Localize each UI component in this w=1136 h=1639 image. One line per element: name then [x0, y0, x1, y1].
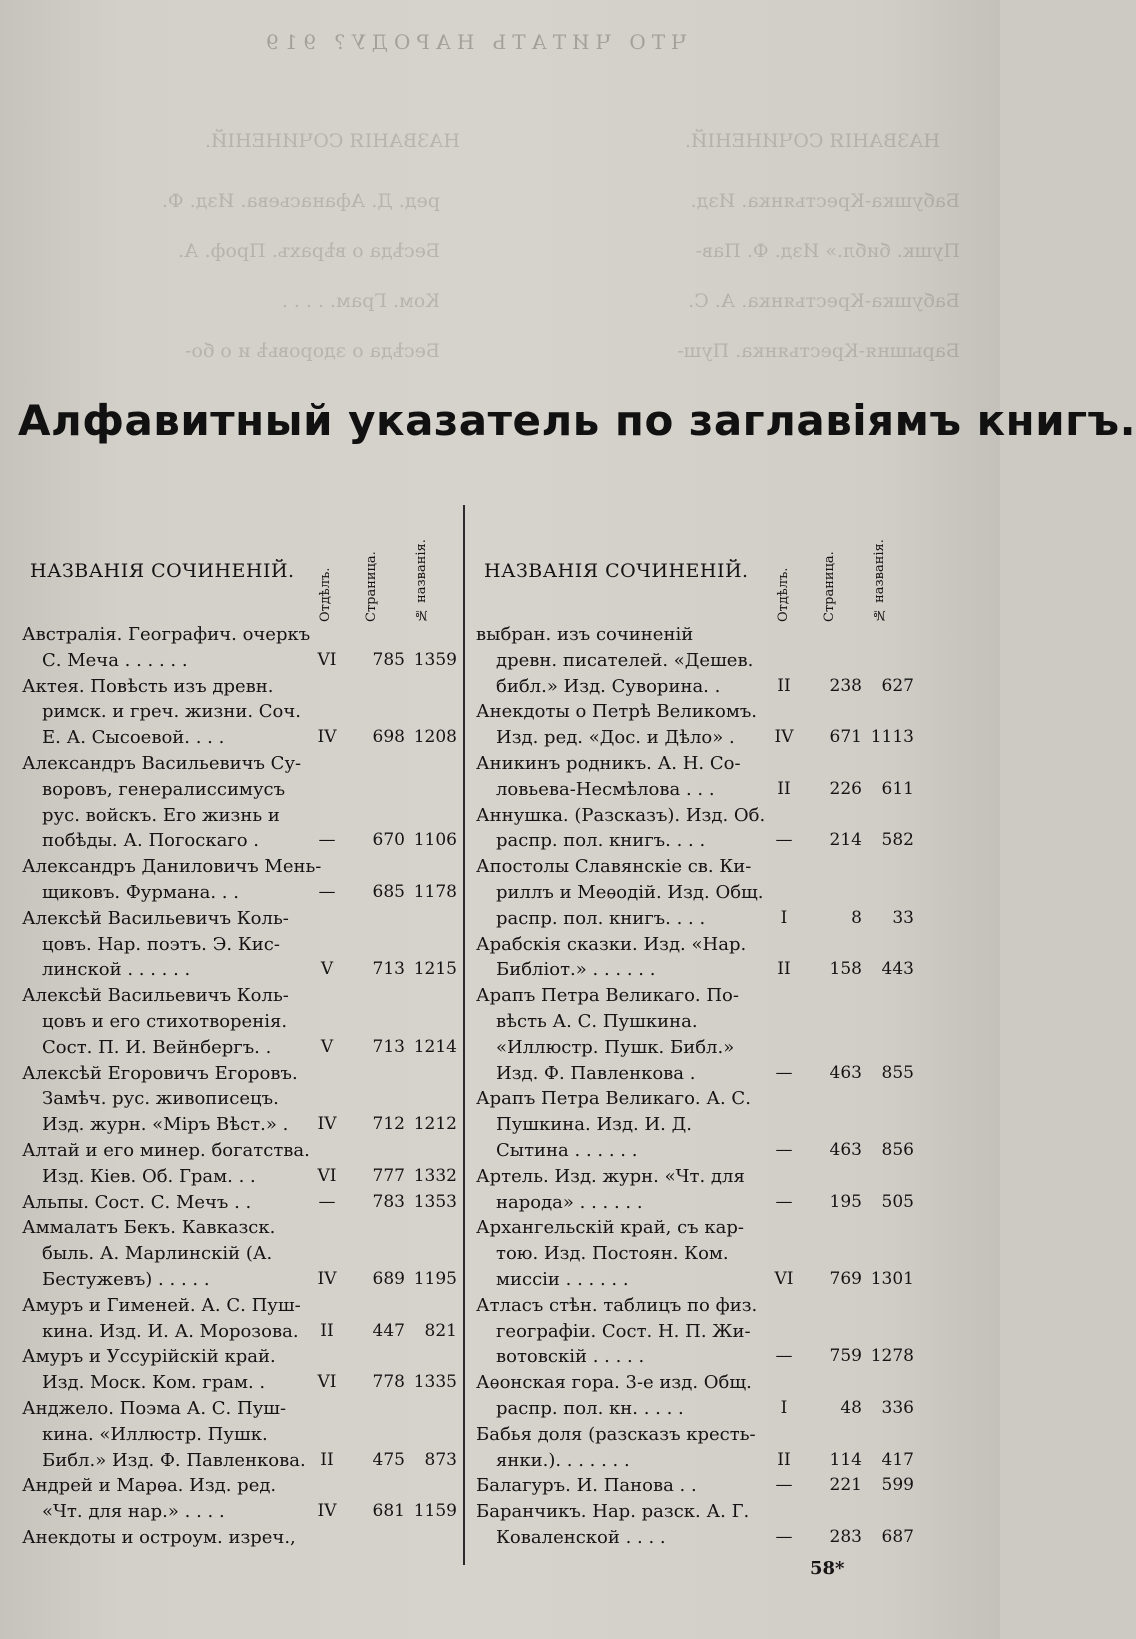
entry-title-line: Бабья доля (разсказъ кресть- — [476, 1423, 756, 1445]
entry-page: 713 — [372, 1036, 405, 1057]
entry-page: 685 — [372, 881, 405, 902]
entry-title-line: тою. Изд. Постоян. Ком. — [496, 1243, 729, 1265]
index-entry — [476, 751, 914, 803]
entry-reference — [764, 725, 914, 751]
entry-page: 226 — [829, 778, 862, 799]
entry-page: 238 — [829, 675, 862, 696]
entry-reference — [764, 1473, 914, 1499]
index-entry — [476, 803, 914, 855]
entry-number: 627 — [881, 675, 914, 696]
entry-page: 689 — [372, 1268, 405, 1289]
entry-reference — [307, 1448, 457, 1474]
header-stranitsa: Страница. — [364, 551, 379, 622]
index-entry — [476, 1473, 914, 1499]
entry-title-line: Анекдоты и остроум. изреч., — [22, 1526, 296, 1548]
entry-title-line: Арабскія сказки. Изд. «Нар. — [476, 933, 747, 955]
entry-otdel: — — [775, 1139, 793, 1160]
entry-title-line: Сытина . . . . . . — [496, 1139, 638, 1161]
entry-title-line: Балагуръ. И. Панова . . — [476, 1475, 697, 1497]
entry-number: 1106 — [413, 830, 457, 851]
entry-number: 611 — [881, 778, 914, 799]
entry-page: 670 — [372, 830, 405, 851]
entry-page: 671 — [829, 727, 862, 748]
entry-title-line: Алексѣй Егоровичъ Егоровъ. — [22, 1062, 298, 1084]
index-entry — [476, 854, 914, 931]
index-entry — [22, 1525, 457, 1551]
entry-otdel: II — [320, 1320, 334, 1341]
entry-number: 1208 — [413, 727, 457, 748]
index-entry — [476, 983, 914, 1086]
entry-title-line: Апостолы Славянскіе св. Ки- — [476, 856, 752, 878]
entry-title-line: Арапъ Петра Великаго. А. С. — [476, 1088, 751, 1110]
entry-title-line: «Чт. для нар.» . . . . — [42, 1501, 225, 1523]
entry-page: 778 — [372, 1372, 405, 1393]
entry-title-line: Алексѣй Васильевичъ Коль- — [22, 985, 289, 1007]
header-names: НАЗВАНІЯ СОЧИНЕНІЙ. — [484, 560, 749, 582]
entry-title-line: Анекдоты о Петрѣ Великомъ. — [476, 701, 757, 723]
right-entries-list — [476, 622, 914, 1551]
entry-number: 1332 — [413, 1165, 457, 1186]
entry-number: 1178 — [413, 881, 457, 902]
entry-title-line: Альпы. Сост. С. Мечъ . . — [22, 1191, 252, 1213]
entry-page: 114 — [829, 1449, 862, 1470]
entry-reference — [764, 906, 914, 932]
right-column — [476, 540, 914, 1551]
entry-title-line: Баранчикъ. Нар. разск. А. Г. — [476, 1501, 750, 1523]
entry-page: 8 — [851, 907, 862, 928]
index-entry — [22, 983, 457, 1060]
index-entry — [476, 1293, 914, 1370]
entry-title-line: Аѳонская гора. 3-е изд. Общ. — [476, 1372, 752, 1394]
index-entry — [476, 1086, 914, 1163]
entry-reference — [764, 1344, 914, 1370]
entry-otdel: VI — [317, 1165, 337, 1186]
entry-number: 33 — [892, 907, 914, 928]
index-entry — [476, 1370, 914, 1422]
entry-page: 221 — [829, 1475, 862, 1496]
entry-title-line: Изд. Ф. Павленкова . — [496, 1062, 696, 1084]
entry-title-line: риллъ и Меѳодій. Изд. Общ. — [496, 881, 764, 903]
index-entry — [476, 932, 914, 984]
entry-title-line: С. Меча . . . . . . — [42, 649, 188, 671]
entry-title-line: распр. пол. кн. . . . . — [496, 1397, 684, 1419]
entry-otdel: II — [320, 1449, 334, 1470]
entry-otdel: — — [775, 1346, 793, 1367]
entry-number: 855 — [881, 1062, 914, 1083]
entry-reference — [307, 1319, 457, 1345]
index-entry — [476, 1215, 914, 1292]
entry-page: 777 — [372, 1165, 405, 1186]
header-nomer: № названія. — [872, 539, 887, 622]
entry-title-line: народа» . . . . . . — [496, 1191, 643, 1213]
entry-reference — [764, 957, 914, 983]
entry-title-line: Изд. Моск. Ком. грам. . — [42, 1372, 266, 1394]
entry-title-line: Сост. П. И. Вейнбергъ. . — [42, 1036, 272, 1058]
index-entry — [476, 1422, 914, 1474]
entry-reference — [764, 674, 914, 700]
entry-title-line: Пушкина. Изд. И. Д. — [496, 1114, 692, 1136]
entry-otdel: II — [777, 778, 791, 799]
entry-otdel: V — [320, 1036, 334, 1057]
entry-otdel: — — [318, 1191, 336, 1212]
entry-title-line: Бестужевъ) . . . . . — [42, 1268, 210, 1290]
entry-title-line: древн. писателей. «Дешев. — [496, 649, 754, 671]
entry-title-line: ловьева-Несмѣлова . . . — [496, 778, 715, 800]
entry-title-line: цовъ и его стихотворенія. — [42, 1010, 288, 1032]
entry-page: 712 — [372, 1114, 405, 1135]
entry-title-line: кина. «Иллюстр. Пушк. — [42, 1423, 268, 1445]
entry-title-line: рус. войскъ. Его жизнь и — [42, 804, 280, 826]
entry-reference — [764, 1061, 914, 1087]
entry-otdel: I — [780, 1397, 788, 1418]
index-entry — [22, 1190, 457, 1216]
column-divider — [463, 505, 465, 1565]
entry-number: 1195 — [413, 1268, 457, 1289]
entry-number: 599 — [881, 1475, 914, 1496]
entry-number: 1214 — [413, 1036, 457, 1057]
entry-otdel: IV — [317, 1114, 337, 1135]
entry-number: 856 — [881, 1139, 914, 1160]
entry-title-line: щиковъ. Фурмана. . . — [42, 881, 239, 903]
entry-title-line: Арапъ Петра Великаго. По- — [476, 985, 739, 1007]
entry-title-line: Изд. ред. «Дос. и Дѣло» . — [496, 727, 735, 749]
entry-title-line: Атласъ стѣн. таблицъ по физ. — [476, 1294, 758, 1316]
entry-otdel: — — [775, 1062, 793, 1083]
entry-reference — [764, 1138, 914, 1164]
entry-reference — [764, 1267, 914, 1293]
entry-otdel: VI — [317, 649, 337, 670]
entry-reference — [307, 828, 457, 854]
entry-otdel: IV — [317, 727, 337, 748]
entry-title-line: «Иллюстр. Пушк. Библ.» — [496, 1036, 735, 1058]
entry-number: 1212 — [413, 1114, 457, 1135]
entry-page: 195 — [829, 1191, 862, 1212]
bleed-through-text: НАЗВАНІЯ СОЧИНЕНІЙ. НАЗВАНІЯ СОЧИНЕНІЙ. Бабушка-Крестьянка. Изд. ред. Д. Афанасьева. Изд. Ф. Пушк. библ.» Изд. Ф. Пав- Бесѣда о вѣрахъ. Проф. А. Бабушка-Крестьянка. А. С. Ком. Грам. . . . . Барышня-Крестьянка. Пуш- Бесѣда о здоровьѣ и о бо- — [161, 130, 960, 362]
entry-title-line: воровъ, генералиссимусъ — [42, 778, 286, 800]
entry-page: 785 — [372, 649, 405, 670]
index-entry — [22, 854, 457, 906]
entry-title-line: Артель. Изд. журн. «Чт. для — [476, 1165, 745, 1187]
entry-otdel: — — [775, 1526, 793, 1547]
column-header — [22, 540, 457, 622]
entry-number: 821 — [424, 1320, 457, 1341]
left-entries-list — [22, 622, 457, 1551]
entry-page: 475 — [372, 1449, 405, 1470]
entry-reference — [307, 1370, 457, 1396]
entry-reference — [307, 725, 457, 751]
entry-page: 283 — [829, 1526, 862, 1547]
entry-reference — [307, 1499, 457, 1525]
entry-otdel: II — [777, 675, 791, 696]
entry-title-line: Библіот.» . . . . . . — [496, 959, 656, 981]
entry-otdel: IV — [317, 1268, 337, 1289]
index-entry — [476, 622, 914, 699]
entry-title-line: географіи. Сост. Н. П. Жи- — [496, 1320, 751, 1342]
entry-number: 1215 — [413, 959, 457, 980]
entry-number: 443 — [881, 959, 914, 980]
entry-page: 447 — [372, 1320, 405, 1341]
entry-title-line: миссіи . . . . . . — [496, 1268, 629, 1290]
index-entry — [476, 699, 914, 751]
entry-page: 698 — [372, 727, 405, 748]
index-entry — [476, 1164, 914, 1216]
index-entry — [22, 1344, 457, 1396]
entry-title-line: Александръ Васильевичъ Су- — [22, 752, 302, 774]
entry-otdel: VI — [317, 1372, 337, 1393]
entry-number: 1301 — [870, 1268, 914, 1289]
entry-title-line: Андрей и Марѳа. Изд. ред. — [22, 1475, 277, 1497]
entry-otdel: — — [318, 881, 336, 902]
entry-page: 759 — [829, 1346, 862, 1367]
index-entry — [22, 1396, 457, 1473]
entry-reference — [307, 1112, 457, 1138]
entry-page: 463 — [829, 1062, 862, 1083]
entry-title-line: Коваленской . . . . — [496, 1526, 666, 1548]
entry-number: 505 — [881, 1191, 914, 1212]
entry-title-line: выбран. изъ сочиненій — [476, 624, 694, 645]
entry-reference — [764, 777, 914, 803]
entry-title-line: быль. А. Марлинскій (А. — [42, 1243, 273, 1265]
entry-title-line: Аммалатъ Бекъ. Кавказск. — [22, 1217, 276, 1239]
index-entry — [22, 1138, 457, 1190]
entry-number: 1353 — [413, 1191, 457, 1212]
page-number: 58* — [810, 1558, 845, 1579]
left-column — [22, 540, 457, 1551]
entry-title-line: Актея. Повѣсть изъ древн. — [22, 675, 274, 697]
entry-title-line: кина. Изд. И. А. Морозова. — [42, 1320, 299, 1342]
entry-page: 48 — [840, 1397, 862, 1418]
entry-otdel: — — [318, 830, 336, 851]
entry-number: 582 — [881, 830, 914, 851]
entry-page: 463 — [829, 1139, 862, 1160]
entry-title-line: Александръ Даниловичъ Мень- — [22, 856, 322, 878]
entry-title-line: линской . . . . . . — [42, 959, 191, 981]
entry-reference — [307, 1035, 457, 1061]
index-entry — [22, 674, 457, 751]
entry-reference — [307, 1164, 457, 1190]
entry-title-line: Амуръ и Гименей. А. С. Пуш- — [22, 1294, 301, 1316]
entry-reference — [307, 957, 457, 983]
entry-number: 1335 — [413, 1372, 457, 1393]
entry-reference — [764, 1396, 914, 1422]
header-names: НАЗВАНІЯ СОЧИНЕНІЙ. — [30, 560, 295, 582]
entry-reference — [764, 828, 914, 854]
entry-number: 1159 — [413, 1501, 457, 1522]
entry-title-line: Изд. журн. «Міръ Вѣст.» . — [42, 1114, 289, 1136]
entry-page: 214 — [829, 830, 862, 851]
running-head-bleed: ЧТО ЧИТАТЬ НАРОДУ? 919 — [260, 30, 687, 54]
index-entry — [22, 1061, 457, 1138]
header-stranitsa: Страница. — [822, 551, 837, 622]
entry-title-line: Аннушка. (Разсказъ). Изд. Об. — [476, 804, 766, 826]
entry-otdel: V — [320, 959, 334, 980]
entry-title-line: Замѣч. рус. живописецъ. — [42, 1088, 279, 1110]
entry-title-line: Анджело. Поэма А. С. Пуш- — [22, 1397, 287, 1419]
entry-reference — [307, 880, 457, 906]
index-entry — [22, 622, 457, 674]
page-title: Алфавитный указатель по заглавіямъ книгъ. — [18, 396, 1136, 445]
entry-otdel: — — [775, 1191, 793, 1212]
entry-title-line: Изд. Кіев. Об. Грам. . . — [42, 1165, 256, 1187]
entry-reference — [764, 1448, 914, 1474]
entry-otdel: II — [777, 1449, 791, 1470]
index-entry — [22, 1293, 457, 1345]
entry-number: 1359 — [413, 649, 457, 670]
entry-title-line: библ.» Изд. Суворина. . — [496, 675, 721, 697]
entry-otdel: IV — [774, 727, 794, 748]
entry-reference — [307, 1267, 457, 1293]
entry-otdel: — — [775, 1475, 793, 1496]
entry-otdel: IV — [317, 1501, 337, 1522]
entry-title-line: Алексѣй Васильевичъ Коль- — [22, 907, 289, 929]
index-entry — [22, 751, 457, 854]
entry-title-line: цовъ. Нар. поэтъ. Э. Кис- — [42, 933, 280, 955]
entry-number: 417 — [881, 1449, 914, 1470]
entry-reference — [764, 1190, 914, 1216]
entry-title-line: Архангельскій край, съ кар- — [476, 1217, 744, 1239]
entry-otdel: VI — [774, 1268, 794, 1289]
entry-number: 1113 — [870, 727, 914, 748]
entry-title-line: Австралія. Географич. очеркъ — [22, 624, 311, 645]
index-entry — [22, 1215, 457, 1292]
entry-title-line: распр. пол. книгъ. . . . — [496, 830, 706, 852]
header-otdel: Отдѣлъ. — [776, 567, 791, 622]
entry-title-line: Амуръ и Уссурійскій край. — [22, 1346, 276, 1368]
entry-otdel: I — [780, 907, 788, 928]
index-entry — [476, 1499, 914, 1551]
entry-page: 769 — [829, 1268, 862, 1289]
entry-title-line: Е. А. Сысоевой. . . . — [42, 727, 225, 749]
entry-title-line: Алтай и его минер. богатства. — [22, 1139, 310, 1161]
entry-number: 1278 — [870, 1346, 914, 1367]
entry-title-line: Аникинъ родникъ. А. Н. Со- — [476, 752, 741, 774]
entry-reference — [307, 648, 457, 674]
entry-number: 873 — [424, 1449, 457, 1470]
index-entry — [22, 906, 457, 983]
entry-otdel: II — [777, 959, 791, 980]
entry-title-line: побѣды. А. Погоскаго . — [42, 830, 260, 852]
entry-title-line: римск. и греч. жизни. Соч. — [42, 701, 302, 723]
entry-otdel: — — [775, 830, 793, 851]
entry-page: 713 — [372, 959, 405, 980]
header-nomer: № названія. — [414, 539, 429, 622]
entry-title-line: распр. пол. книгъ. . . . — [496, 907, 706, 929]
entry-number: 336 — [881, 1397, 914, 1418]
entry-page: 681 — [372, 1501, 405, 1522]
entry-reference — [764, 1525, 914, 1551]
index-entry — [22, 1473, 457, 1525]
header-otdel: Отдѣлъ. — [318, 567, 333, 622]
entry-title-line: Библ.» Изд. Ф. Павленкова. — [42, 1449, 306, 1471]
entry-number: 687 — [881, 1526, 914, 1547]
entry-title-line: вотовскій . . . . . — [496, 1346, 645, 1368]
entry-title-line: янки.). . . . . . . — [496, 1449, 630, 1471]
entry-title-line: вѣсть А. С. Пушкина. — [496, 1010, 698, 1032]
entry-page: 158 — [829, 959, 862, 980]
entry-page: 783 — [372, 1191, 405, 1212]
entry-reference — [307, 1190, 457, 1216]
column-header — [476, 540, 914, 622]
